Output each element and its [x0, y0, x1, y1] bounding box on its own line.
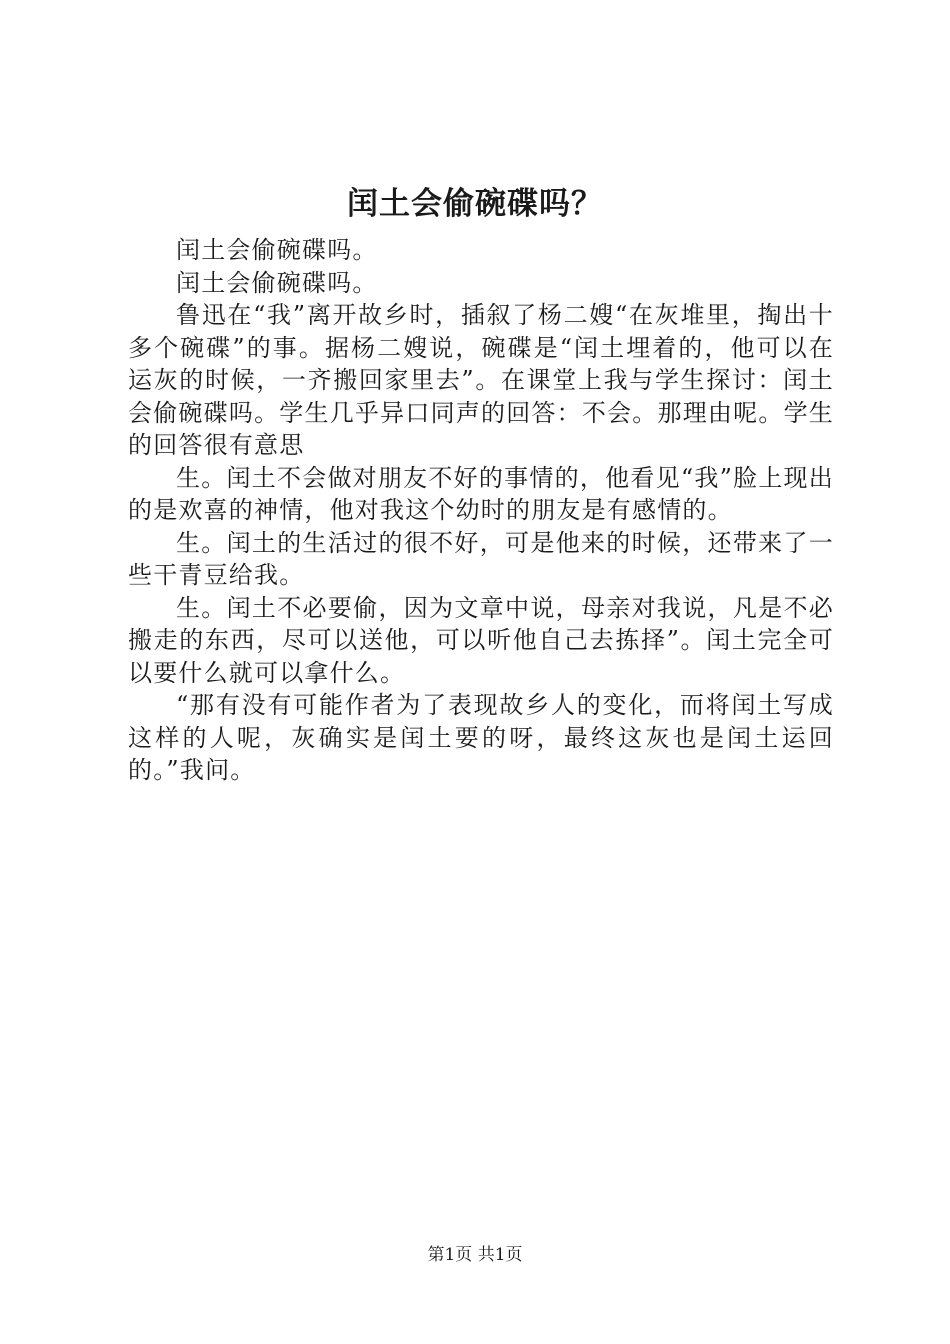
document-body [128, 234, 834, 787]
paragraph: 生。闰土不会做对朋友不好的事情的，他看见“我”脸上现出的是欢喜的神情，他对我这个幼时的朋友是有感情的。 [128, 463, 834, 524]
paragraph: 闰土会偷碗碟吗。 [176, 236, 378, 264]
page-footer: 第1页 共1页 [427, 1245, 523, 1265]
paragraph: 闰土会偷碗碟吗。 [176, 268, 378, 297]
paragraph: 生。闰土的生活过的很不好，可是他来的时候，还带来了一些干青豆给我。 [128, 528, 834, 589]
document-title: 闰土会偷碗碟吗？ [347, 186, 603, 222]
paragraph: 鲁迅在“我”离开故乡时，插叙了杨二嫂“在灰堆里，掏出十多个碗碟”的事。据杨二嫂说，碗碟是“闰土埋着的，他可以在运灰的时候，一齐搬回家里去”。在课堂上我与学生探讨：闰土会偷碗碟吗。学生几乎异口同声的回答：不会。那理由呢。学生的回答很有意思 [128, 301, 834, 459]
paragraph: “那有没有可能作者为了表现故乡人的变化，而将闰土写成这样的人呢，灰确实是闰土要的呀，最终这灰也是闰土运回的。”我问。 [128, 691, 834, 784]
paragraph: 生。闰土不必要偷，因为文章中说，母亲对我说，凡是不必搬走的东西，尽可以送他，可以听他自己去拣择”。闰土完全可以要什么就可以拿什么。 [128, 593, 834, 687]
